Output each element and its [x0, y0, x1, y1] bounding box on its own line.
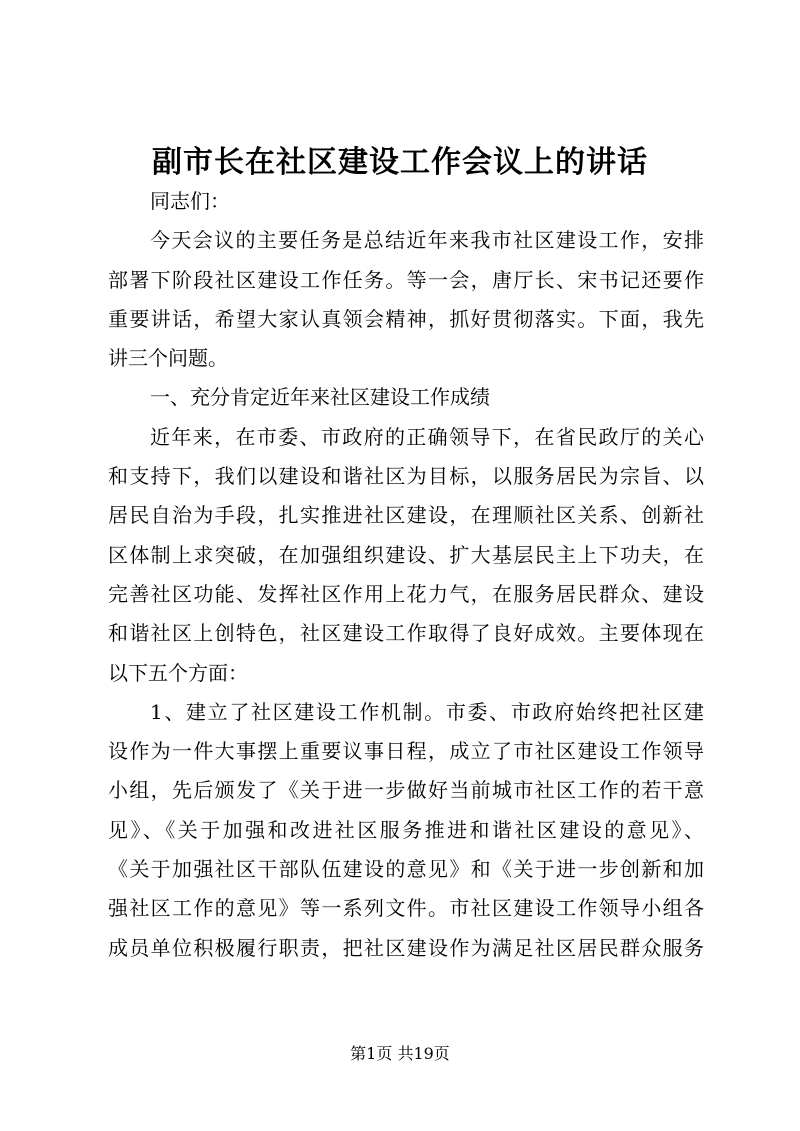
document-title: 副市长在社区建设工作会议上的讲话	[152, 145, 648, 180]
text-line: 见》、《关于加强和改进社区服务推进和谐社区建设的意见》、	[108, 817, 704, 842]
text-line: 讲三个问题。	[108, 346, 228, 371]
text-line: 今天会议的主要任务是总结近年来我市社区建设工作，安排	[150, 228, 704, 253]
text-line: 和支持下，我们以建设和谐社区为目标，以服务居民为宗旨、以	[108, 464, 704, 489]
text-line: 同志们：	[150, 189, 230, 213]
text-line: 居民自治为手段，扎实推进社区建设，在理顺社区关系、创新社	[108, 503, 704, 528]
text-line: 重要讲话，希望大家认真领会精神，抓好贯彻落实。下面，我先	[108, 306, 704, 331]
text-line: 《关于加强社区干部队伍建设的意见》和《关于进一步创新和加	[108, 857, 704, 882]
text-line: 小组，先后颁发了《关于进一步做好当前城市社区工作的若干意	[108, 778, 704, 803]
text-line: 一、充分肯定近年来社区建设工作成绩	[150, 385, 490, 410]
text-line: 成员单位积极履行职责，把社区建设作为满足社区居民群众服务	[108, 935, 704, 960]
text-line: 区体制上求突破，在加强组织建设、扩大基层民主上下功夫，在	[108, 542, 704, 567]
text-line: 设作为一件大事摆上重要议事日程，成立了市社区建设工作领导	[108, 739, 704, 764]
text-line: 部署下阶段社区建设工作任务。等一会，唐厅长、宋书记还要作	[108, 267, 704, 292]
page-footer: 第1页 共19页	[350, 1044, 450, 1063]
text-line: 近年来，在市委、市政府的正确领导下，在省民政厅的关心	[150, 424, 704, 449]
text-line: 和谐社区上创特色，社区建设工作取得了良好成效。主要体现在	[108, 621, 704, 646]
text-line: 以下五个方面：	[108, 660, 248, 685]
text-line: 强社区工作的意见》等一系列文件。市社区建设工作领导小组各	[108, 896, 704, 921]
text-line: 完善社区功能、发挥社区作用上花力气，在服务居民群众、建设	[108, 581, 704, 606]
text-line: 1、建立了社区建设工作机制。市委、市政府始终把社区建	[150, 699, 704, 724]
document-body	[108, 182, 704, 968]
